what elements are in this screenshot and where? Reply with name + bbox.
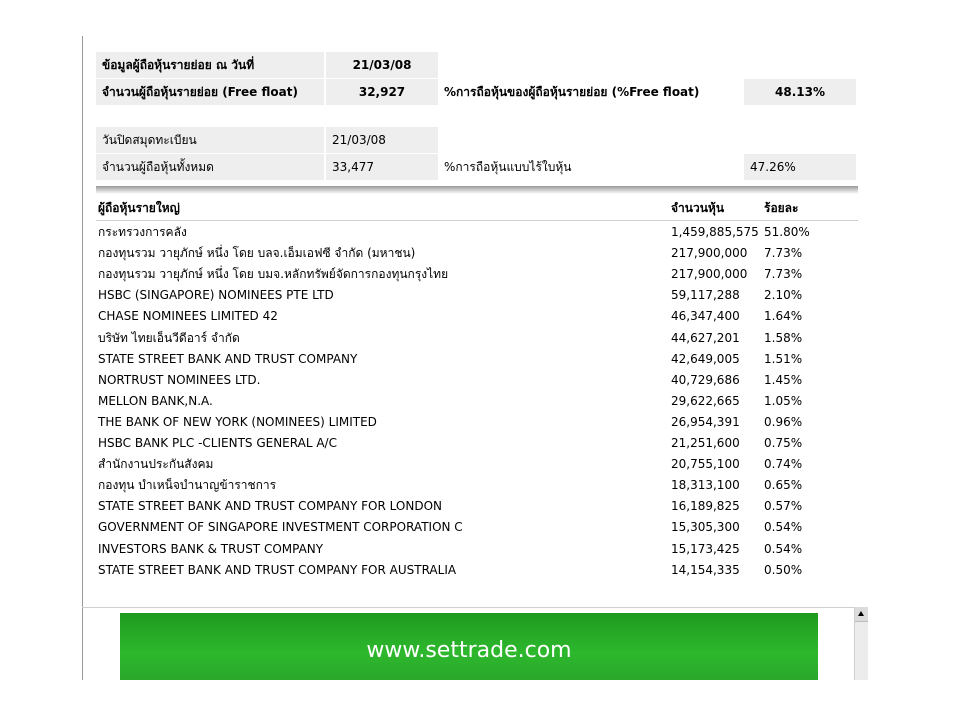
share-percent: 0.57% bbox=[764, 499, 803, 514]
shareholder-name: สำนักงานประกันสังคม bbox=[98, 457, 214, 472]
share-percent: 0.65% bbox=[764, 478, 803, 493]
shareholder-name: HSBC BANK PLC -CLIENTS GENERAL A/C bbox=[98, 436, 337, 450]
shareholder-name: กองทุน บำเหน็จบำนาญข้าราชการ bbox=[98, 478, 277, 493]
share-count: 59,117,288 bbox=[671, 288, 740, 303]
share-count: 15,305,300 bbox=[671, 520, 740, 535]
left-divider bbox=[82, 36, 83, 680]
share-percent: 0.54% bbox=[764, 520, 803, 535]
header-shares: จำนวนหุ้น bbox=[671, 201, 725, 215]
shareholder-name: บริษัท ไทยเอ็นวีดีอาร์ จำกัด bbox=[98, 330, 240, 345]
share-count: 29,622,665 bbox=[671, 393, 740, 408]
share-percent: 0.50% bbox=[764, 562, 803, 577]
share-count: 1,459,885,575 bbox=[671, 225, 759, 239]
freefloat-value: 32,927 bbox=[326, 79, 438, 105]
share-percent: 7.73% bbox=[764, 267, 803, 282]
share-count: 26,954,391 bbox=[671, 414, 740, 429]
share-count: 15,173,425 bbox=[671, 541, 740, 556]
share-percent: 7.73% bbox=[764, 246, 803, 261]
shareholder-name: กองทุนรวม วายุภักษ์ หนึ่ง โดย บมจ.หลักทรัพย์จัดการกองทุนกรุงไทย bbox=[98, 267, 449, 282]
share-count: 46,347,400 bbox=[671, 309, 740, 324]
header-rule bbox=[96, 220, 858, 221]
share-count: 20,755,100 bbox=[671, 457, 740, 472]
settrade-banner[interactable] bbox=[120, 613, 818, 680]
scripless-value: 47.26% bbox=[744, 154, 856, 180]
date-label: ข้อมูลผู้ถือหุ้นรายย่อย ณ วันที่ bbox=[96, 52, 324, 78]
header-shareholder: ผู้ถือหุ้นรายใหญ่ bbox=[98, 201, 180, 215]
shareholder-name: CHASE NOMINEES LIMITED 42 bbox=[98, 309, 278, 324]
table-row bbox=[96, 412, 858, 433]
share-count: 217,900,000 bbox=[671, 267, 748, 282]
shareholder-name: STATE STREET BANK AND TRUST COMPANY bbox=[98, 351, 358, 366]
date-value: 21/03/08 bbox=[326, 52, 438, 78]
freefloat-pct-label: %การถือหุ้นของผู้ถือหุ้นรายย่อย (%Free float) bbox=[444, 85, 700, 99]
freefloat-label: จำนวนผู้ถือหุ้นรายย่อย (Free float) bbox=[96, 79, 324, 105]
closing-date-value: 21/03/08 bbox=[326, 127, 438, 153]
share-count: 40,729,686 bbox=[671, 372, 740, 387]
shareholder-name: HSBC (SINGAPORE) NOMINEES PTE LTD bbox=[98, 288, 334, 303]
share-count: 44,627,201 bbox=[671, 330, 740, 345]
table-row bbox=[96, 306, 858, 327]
share-percent: 1.64% bbox=[764, 309, 803, 324]
freefloat-pct-value: 48.13% bbox=[744, 79, 856, 105]
frame-separator bbox=[82, 607, 860, 608]
share-percent: 0.74% bbox=[764, 457, 803, 472]
table-row bbox=[96, 433, 858, 454]
share-count: 217,900,000 bbox=[671, 246, 748, 261]
share-count: 21,251,600 bbox=[671, 436, 740, 450]
table-row bbox=[96, 539, 858, 560]
table-row bbox=[96, 560, 858, 581]
total-holders-label: จำนวนผู้ถือหุ้นทั้งหมด bbox=[96, 154, 324, 180]
share-count: 42,649,005 bbox=[671, 351, 740, 366]
share-percent: 0.75% bbox=[764, 436, 803, 450]
table-row bbox=[96, 496, 858, 517]
table-row bbox=[96, 391, 858, 412]
table-row bbox=[96, 328, 858, 349]
shareholder-name: INVESTORS BANK & TRUST COMPANY bbox=[98, 541, 324, 556]
shareholder-name: กระทรวงการคลัง bbox=[98, 225, 187, 239]
shareholder-name: STATE STREET BANK AND TRUST COMPANY FOR AUSTRALIA bbox=[98, 562, 457, 577]
shareholder-name: GOVERNMENT OF SINGAPORE INVESTMENT CORPORATION C bbox=[98, 520, 463, 535]
shareholder-name: THE BANK OF NEW YORK (NOMINEES) LIMITED bbox=[98, 414, 377, 429]
scripless-label: %การถือหุ้นแบบไร้ใบหุ้น bbox=[444, 160, 572, 174]
table-row bbox=[96, 475, 858, 496]
shareholder-name: NORTRUST NOMINEES LTD. bbox=[98, 372, 261, 387]
table-row bbox=[96, 243, 858, 264]
share-percent: 51.80% bbox=[764, 225, 810, 239]
table-row bbox=[96, 264, 858, 285]
table-row bbox=[96, 349, 858, 370]
shareholder-name: กองทุนรวม วายุภักษ์ หนึ่ง โดย บลจ.เอ็มเอฟซี จำกัด (มหาชน) bbox=[98, 246, 416, 261]
scroll-up-arrow-icon[interactable] bbox=[855, 607, 868, 622]
header-percent: ร้อยละ bbox=[764, 201, 799, 215]
banner-text: www.settrade.com bbox=[366, 638, 572, 663]
vertical-scrollbar[interactable] bbox=[854, 607, 868, 680]
total-holders-value: 33,477 bbox=[326, 154, 438, 180]
table-row bbox=[96, 517, 858, 538]
shareholder-name: STATE STREET BANK AND TRUST COMPANY FOR LONDON bbox=[98, 499, 442, 514]
share-count: 14,154,335 bbox=[671, 562, 740, 577]
share-percent: 1.51% bbox=[764, 351, 803, 366]
share-percent: 0.54% bbox=[764, 541, 803, 556]
shareholder-name: MELLON BANK,N.A. bbox=[98, 393, 213, 408]
share-count: 16,189,825 bbox=[671, 499, 740, 514]
table-row bbox=[96, 222, 858, 243]
share-percent: 2.10% bbox=[764, 288, 803, 303]
share-percent: 1.45% bbox=[764, 372, 803, 387]
table-row bbox=[96, 285, 858, 306]
share-percent: 0.96% bbox=[764, 414, 803, 429]
share-count: 18,313,100 bbox=[671, 478, 740, 493]
share-percent: 1.05% bbox=[764, 393, 803, 408]
share-percent: 1.58% bbox=[764, 330, 803, 345]
section-divider bbox=[96, 186, 858, 194]
table-row bbox=[96, 370, 858, 391]
closing-date-label: วันปิดสมุดทะเบียน bbox=[96, 127, 324, 153]
table-row bbox=[96, 454, 858, 475]
